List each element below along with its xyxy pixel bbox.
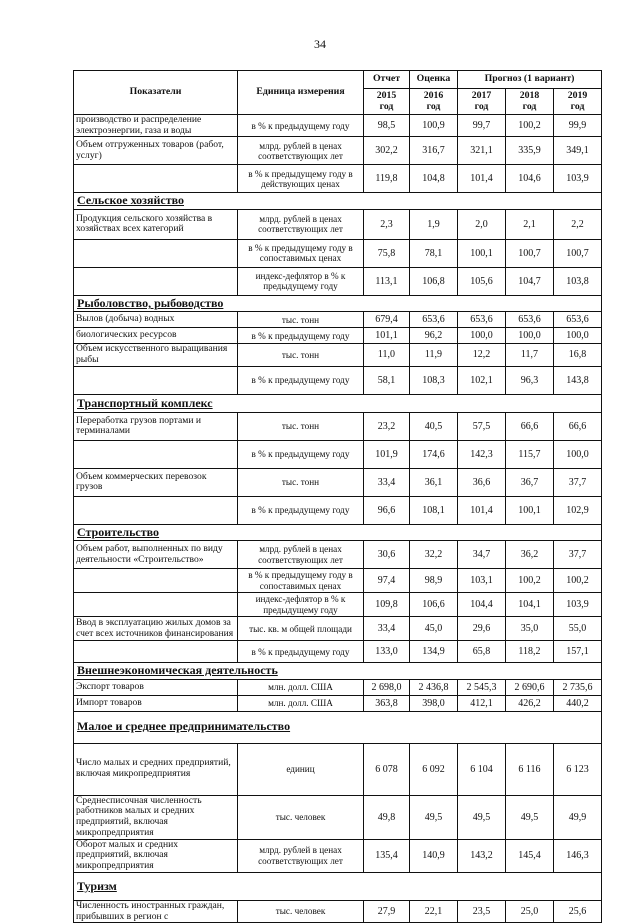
value-cell: 57,5 [458, 412, 506, 440]
value-cell: 49,9 [554, 795, 602, 839]
indicator-cell: биологических ресурсов [74, 328, 238, 344]
indicator-cell: Продукция сельского хозяйства в хозяйствах всех категорий [74, 209, 238, 239]
value-cell: 49,5 [506, 795, 554, 839]
value-cell: 349,1 [554, 137, 602, 165]
value-cell: 36,7 [506, 468, 554, 496]
value-cell: 97,4 [364, 569, 410, 593]
unit-cell: млн. долл. США [238, 695, 364, 711]
value-cell: 2 735,6 [554, 679, 602, 695]
value-cell: 145,4 [506, 839, 554, 872]
indicator-cell [74, 440, 238, 468]
value-cell: 113,1 [364, 267, 410, 295]
unit-cell: тыс. тонн [238, 312, 364, 328]
indicator-cell: Ввод в эксплуатацию жилых домов за счет всех источников финансирования [74, 617, 238, 641]
value-cell: 140,9 [410, 839, 458, 872]
value-cell: 135,4 [364, 839, 410, 872]
section-title: Сельское хозяйство [74, 193, 602, 209]
value-cell: 11,7 [506, 344, 554, 366]
value-cell: 103,9 [554, 165, 602, 193]
estimate-header: Оценка [410, 71, 458, 89]
unit-cell: в % к предыдущему году [238, 366, 364, 394]
value-cell: 11,9 [410, 344, 458, 366]
value-cell: 108,1 [410, 496, 458, 524]
value-cell: 316,7 [410, 137, 458, 165]
value-cell: 103,9 [554, 593, 602, 617]
value-cell: 106,6 [410, 593, 458, 617]
value-cell: 133,0 [364, 641, 410, 663]
table-row [74, 468, 602, 496]
value-cell: 398,0 [410, 695, 458, 711]
table-row [74, 617, 602, 641]
value-cell: 29,6 [458, 617, 506, 641]
indicator-cell: Вылов (добыча) водных [74, 312, 238, 328]
value-cell: 104,7 [506, 267, 554, 295]
indicator-cell [74, 366, 238, 394]
section-title: Туризм [74, 872, 602, 900]
value-cell: 2 436,8 [410, 679, 458, 695]
indicator-cell: Экспорт товаров [74, 679, 238, 695]
indicator-cell [74, 267, 238, 295]
indicator-cell: Объем коммерческих перевозок грузов [74, 468, 238, 496]
value-cell: 653,6 [506, 312, 554, 328]
value-cell: 49,5 [410, 795, 458, 839]
value-cell: 335,9 [506, 137, 554, 165]
value-cell: 99,9 [554, 115, 602, 137]
section-row [74, 711, 602, 743]
value-cell: 2 690,6 [506, 679, 554, 695]
indicator-cell [74, 239, 238, 267]
value-cell: 37,7 [554, 468, 602, 496]
value-cell: 104,6 [506, 165, 554, 193]
table-row [74, 440, 602, 468]
value-cell: 2,2 [554, 209, 602, 239]
unit-cell: тыс. человек [238, 795, 364, 839]
indicator-column-header: Показатели [74, 71, 238, 115]
indicator-cell: Объем искусственного выращивания рыбы [74, 344, 238, 366]
value-cell: 36,1 [410, 468, 458, 496]
value-cell: 321,1 [458, 137, 506, 165]
value-cell: 100,9 [410, 115, 458, 137]
indicator-cell: Импорт товаров [74, 695, 238, 711]
table-header [74, 71, 602, 115]
table-row [74, 267, 602, 295]
unit-cell: млн. долл. США [238, 679, 364, 695]
value-cell: 35,0 [506, 617, 554, 641]
value-cell: 1,9 [410, 209, 458, 239]
value-cell: 100,0 [554, 328, 602, 344]
section-title: Внешнеэкономическая деятельность [74, 663, 602, 679]
indicator-cell [74, 569, 238, 593]
value-cell: 6 092 [410, 743, 458, 795]
value-cell: 101,9 [364, 440, 410, 468]
value-cell: 6 123 [554, 743, 602, 795]
unit-cell: в % к предыдущему году [238, 496, 364, 524]
unit-cell: в % к предыдущему году [238, 115, 364, 137]
value-cell: 32,2 [410, 541, 458, 569]
unit-cell: млрд. рублей в ценах соответствующих лет [238, 209, 364, 239]
table-row [74, 541, 602, 569]
unit-cell: тыс. человек [238, 900, 364, 922]
value-cell: 45,0 [410, 617, 458, 641]
value-cell: 363,8 [364, 695, 410, 711]
table-row [74, 328, 602, 344]
value-cell: 16,8 [554, 344, 602, 366]
unit-cell: млрд. рублей в ценах соответствующих лет [238, 541, 364, 569]
value-cell: 101,4 [458, 496, 506, 524]
indicator-cell: Число малых и средних предприятий, включая микропредприятия [74, 743, 238, 795]
year-header: 2016 год [410, 89, 458, 115]
value-cell: 78,1 [410, 239, 458, 267]
table-row [74, 743, 602, 795]
value-cell: 102,9 [554, 496, 602, 524]
table-body [74, 115, 602, 923]
value-cell: 100,2 [506, 115, 554, 137]
value-cell: 440,2 [554, 695, 602, 711]
indicator-cell: Объем работ, выполненных по виду деятельности «Строительство» [74, 541, 238, 569]
unit-cell: в % к предыдущему году в сопоставимых ценах [238, 239, 364, 267]
value-cell: 25,6 [554, 900, 602, 922]
unit-cell: тыс. тонн [238, 412, 364, 440]
unit-cell: млрд. рублей в ценах соответствующих лет [238, 839, 364, 872]
value-cell: 2,0 [458, 209, 506, 239]
value-cell: 75,8 [364, 239, 410, 267]
value-cell: 58,1 [364, 366, 410, 394]
value-cell: 36,6 [458, 468, 506, 496]
value-cell: 653,6 [554, 312, 602, 328]
value-cell: 22,1 [410, 900, 458, 922]
section-row [74, 394, 602, 412]
indicator-cell: Среднесписочная численность работников малых и средних предприятий, включая микропредприятия [74, 795, 238, 839]
table-row [74, 115, 602, 137]
indicator-cell: Объем отгруженных товаров (работ, услуг) [74, 137, 238, 165]
table-row [74, 137, 602, 165]
value-cell: 104,1 [506, 593, 554, 617]
value-cell: 99,7 [458, 115, 506, 137]
table-row [74, 569, 602, 593]
value-cell: 23,2 [364, 412, 410, 440]
value-cell: 143,8 [554, 366, 602, 394]
value-cell: 66,6 [506, 412, 554, 440]
value-cell: 100,2 [506, 569, 554, 593]
value-cell: 104,8 [410, 165, 458, 193]
value-cell: 109,8 [364, 593, 410, 617]
unit-cell: индекс-дефлятор в % к предыдущему году [238, 593, 364, 617]
value-cell: 25,0 [506, 900, 554, 922]
value-cell: 6 116 [506, 743, 554, 795]
value-cell: 146,3 [554, 839, 602, 872]
value-cell: 106,8 [410, 267, 458, 295]
value-cell: 34,7 [458, 541, 506, 569]
indicator-cell: производство и распределение электроэнергии, газа и воды [74, 115, 238, 137]
table-row [74, 239, 602, 267]
value-cell: 653,6 [410, 312, 458, 328]
year-header: 2019 год [554, 89, 602, 115]
value-cell: 103,8 [554, 267, 602, 295]
value-cell: 12,2 [458, 344, 506, 366]
indicator-cell: Численность иностранных граждан, прибывших в регион с [74, 900, 238, 922]
value-cell: 2,1 [506, 209, 554, 239]
value-cell: 100,7 [554, 239, 602, 267]
value-cell: 96,3 [506, 366, 554, 394]
unit-cell: млрд. рублей в ценах соответствующих лет [238, 137, 364, 165]
value-cell: 27,9 [364, 900, 410, 922]
section-row [74, 524, 602, 540]
forecast-header: Прогноз (1 вариант) [458, 71, 602, 89]
unit-cell: в % к предыдущему году [238, 440, 364, 468]
year-header: 2017 год [458, 89, 506, 115]
table-row [74, 795, 602, 839]
table-row [74, 165, 602, 193]
report-header: Отчет [364, 71, 410, 89]
value-cell: 2 545,3 [458, 679, 506, 695]
value-cell: 98,9 [410, 569, 458, 593]
value-cell: 30,6 [364, 541, 410, 569]
value-cell: 65,8 [458, 641, 506, 663]
value-cell: 96,6 [364, 496, 410, 524]
value-cell: 2 698,0 [364, 679, 410, 695]
indicator-cell [74, 593, 238, 617]
table-row [74, 593, 602, 617]
value-cell: 49,8 [364, 795, 410, 839]
value-cell: 134,9 [410, 641, 458, 663]
value-cell: 33,4 [364, 468, 410, 496]
value-cell: 101,4 [458, 165, 506, 193]
value-cell: 66,6 [554, 412, 602, 440]
value-cell: 37,7 [554, 541, 602, 569]
unit-cell: единиц [238, 743, 364, 795]
value-cell: 118,2 [506, 641, 554, 663]
year-header: 2015 год [364, 89, 410, 115]
section-row [74, 663, 602, 679]
value-cell: 412,1 [458, 695, 506, 711]
section-row [74, 295, 602, 311]
value-cell: 426,2 [506, 695, 554, 711]
value-cell: 49,5 [458, 795, 506, 839]
value-cell: 653,6 [458, 312, 506, 328]
value-cell: 100,1 [506, 496, 554, 524]
year-header: 2018 год [506, 89, 554, 115]
value-cell: 143,2 [458, 839, 506, 872]
value-cell: 100,0 [458, 328, 506, 344]
value-cell: 102,1 [458, 366, 506, 394]
value-cell: 100,7 [506, 239, 554, 267]
table-row [74, 900, 602, 922]
indicator-cell [74, 641, 238, 663]
value-cell: 2,3 [364, 209, 410, 239]
value-cell: 36,2 [506, 541, 554, 569]
unit-cell: индекс-дефлятор в % к предыдущему году [238, 267, 364, 295]
value-cell: 23,5 [458, 900, 506, 922]
value-cell: 11,0 [364, 344, 410, 366]
table-row [74, 496, 602, 524]
value-cell: 302,2 [364, 137, 410, 165]
value-cell: 157,1 [554, 641, 602, 663]
section-title: Строительство [74, 524, 602, 540]
unit-cell: в % к предыдущему году [238, 328, 364, 344]
section-title: Рыболовство, рыбоводство [74, 295, 602, 311]
value-cell: 100,0 [506, 328, 554, 344]
section-title: Малое и среднее предпринимательство [74, 711, 602, 743]
table-row [74, 209, 602, 239]
value-cell: 6 104 [458, 743, 506, 795]
value-cell: 104,4 [458, 593, 506, 617]
value-cell: 108,3 [410, 366, 458, 394]
indicator-cell: Переработка грузов портами и терминалами [74, 412, 238, 440]
value-cell: 119,8 [364, 165, 410, 193]
unit-cell: тыс. тонн [238, 344, 364, 366]
value-cell: 40,5 [410, 412, 458, 440]
unit-cell: в % к предыдущему году в действующих ценах [238, 165, 364, 193]
page-number: 34 [314, 37, 326, 51]
table-row [74, 344, 602, 366]
value-cell: 174,6 [410, 440, 458, 468]
unit-cell: в % к предыдущему году в сопоставимых ценах [238, 569, 364, 593]
value-cell: 98,5 [364, 115, 410, 137]
value-cell: 101,1 [364, 328, 410, 344]
value-cell: 55,0 [554, 617, 602, 641]
value-cell: 103,1 [458, 569, 506, 593]
indicator-cell: Оборот малых и средних предприятий, включая микропредприятия [74, 839, 238, 872]
unit-column-header: Единица измерения [238, 71, 364, 115]
value-cell: 115,7 [506, 440, 554, 468]
table-row [74, 641, 602, 663]
value-cell: 105,6 [458, 267, 506, 295]
value-cell: 96,2 [410, 328, 458, 344]
section-row [74, 193, 602, 209]
indicators-table [73, 70, 602, 923]
table-row [74, 839, 602, 872]
table-row [74, 366, 602, 394]
value-cell: 100,0 [554, 440, 602, 468]
value-cell: 6 078 [364, 743, 410, 795]
table-row [74, 312, 602, 328]
unit-cell: тыс. тонн [238, 468, 364, 496]
section-row [74, 872, 602, 900]
value-cell: 100,1 [458, 239, 506, 267]
value-cell: 100,2 [554, 569, 602, 593]
value-cell: 142,3 [458, 440, 506, 468]
table-row [74, 695, 602, 711]
section-title: Транспортный комплекс [74, 394, 602, 412]
value-cell: 33,4 [364, 617, 410, 641]
table-row [74, 412, 602, 440]
indicator-cell [74, 165, 238, 193]
unit-cell: в % к предыдущему году [238, 641, 364, 663]
value-cell: 679,4 [364, 312, 410, 328]
indicator-cell [74, 496, 238, 524]
unit-cell: тыс. кв. м общей площади [238, 617, 364, 641]
table-row [74, 679, 602, 695]
